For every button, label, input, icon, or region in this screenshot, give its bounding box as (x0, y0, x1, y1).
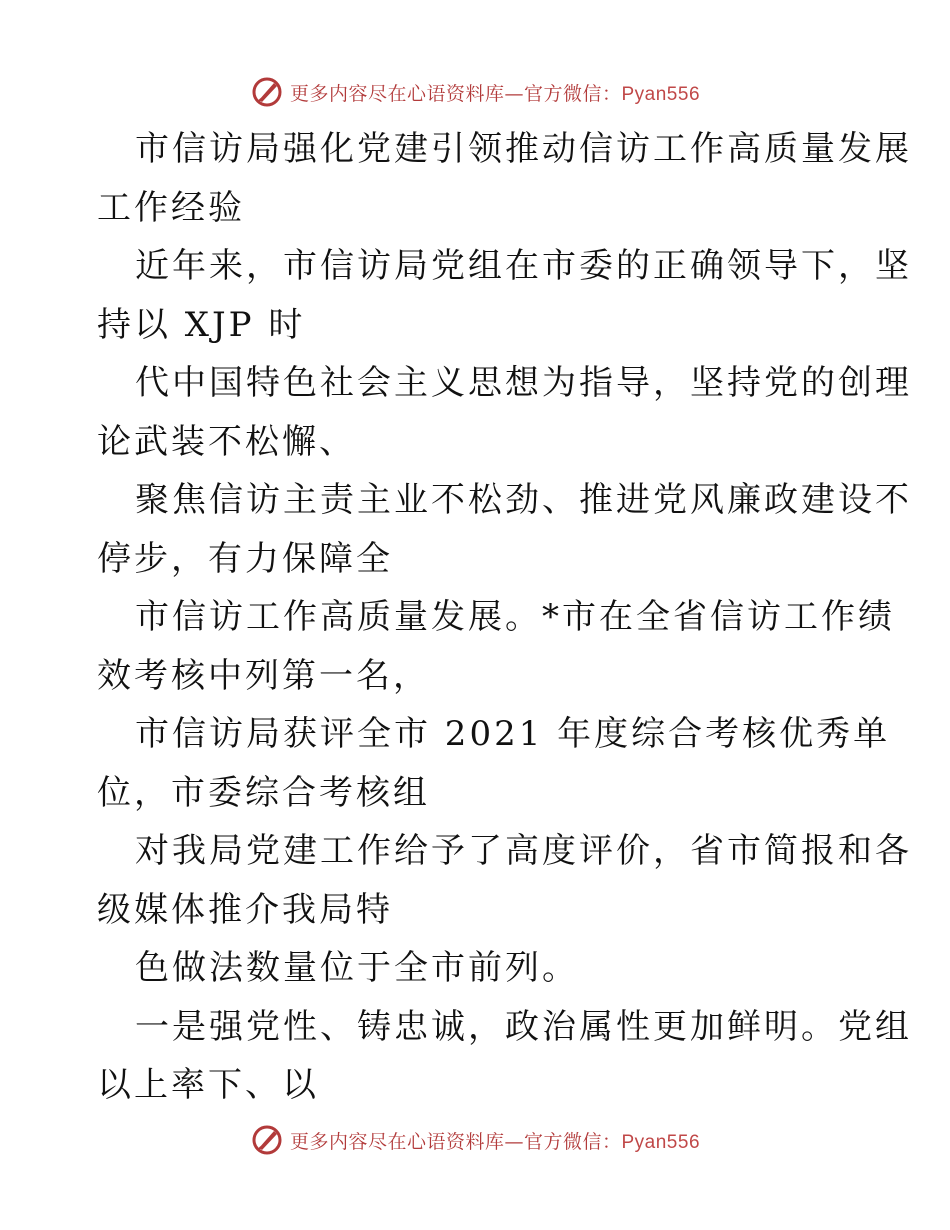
paragraph-line: 色做法数量位于全市前列。 (135, 948, 579, 988)
feather-pen-logo-icon (250, 75, 284, 109)
paragraph-line: 聚焦信访主责主业不松劲、推进党风廉政建设不 (135, 480, 912, 520)
paragraph-line: 近年来，市信访局党组在市委的正确领导下，坚 (135, 246, 912, 286)
document-body (97, 120, 912, 1115)
header-watermark (0, 72, 950, 112)
footer-watermark (0, 1120, 950, 1160)
paragraph-line: 代中国特色社会主义思想为指导，坚持党的创理 (135, 363, 912, 403)
watermark-text: 更多内容尽在心语资料库—官方微信：Pyan556 (289, 1130, 701, 1153)
paragraph-line: 市信访局获评全市 2021 年度综合考核优秀单 (135, 714, 891, 754)
paragraph-line: 论武装不松懈、 (97, 421, 356, 462)
paragraph-line: 级媒体推介我局特 (97, 889, 393, 930)
paragraph-line: 持以 XJP 时 (97, 304, 306, 345)
paragraph-line: 对我局党建工作给予了高度评价，省市简报和各 (135, 831, 912, 871)
paragraph-line: 停步，有力保障全 (97, 538, 393, 579)
title-line-1: 市信访局强化党建引领推动信访工作高质量发展 (135, 129, 912, 169)
paragraph-line: 位，市委综合考核组 (97, 772, 430, 813)
feather-pen-logo-icon (250, 1123, 284, 1157)
paragraph-line: 市信访工作高质量发展。*市在全省信访工作绩 (135, 597, 895, 637)
paragraph-line: 一是强党性、铸忠诚，政治属性更加鲜明。党组 (135, 1006, 912, 1047)
paragraph-line: 效考核中列第一名， (97, 655, 430, 696)
watermark-text: 更多内容尽在心语资料库—官方微信：Pyan556 (289, 82, 701, 105)
title-line-2: 工作经验 (97, 187, 245, 228)
paragraph-line: 以上率下、以 (97, 1065, 319, 1105)
